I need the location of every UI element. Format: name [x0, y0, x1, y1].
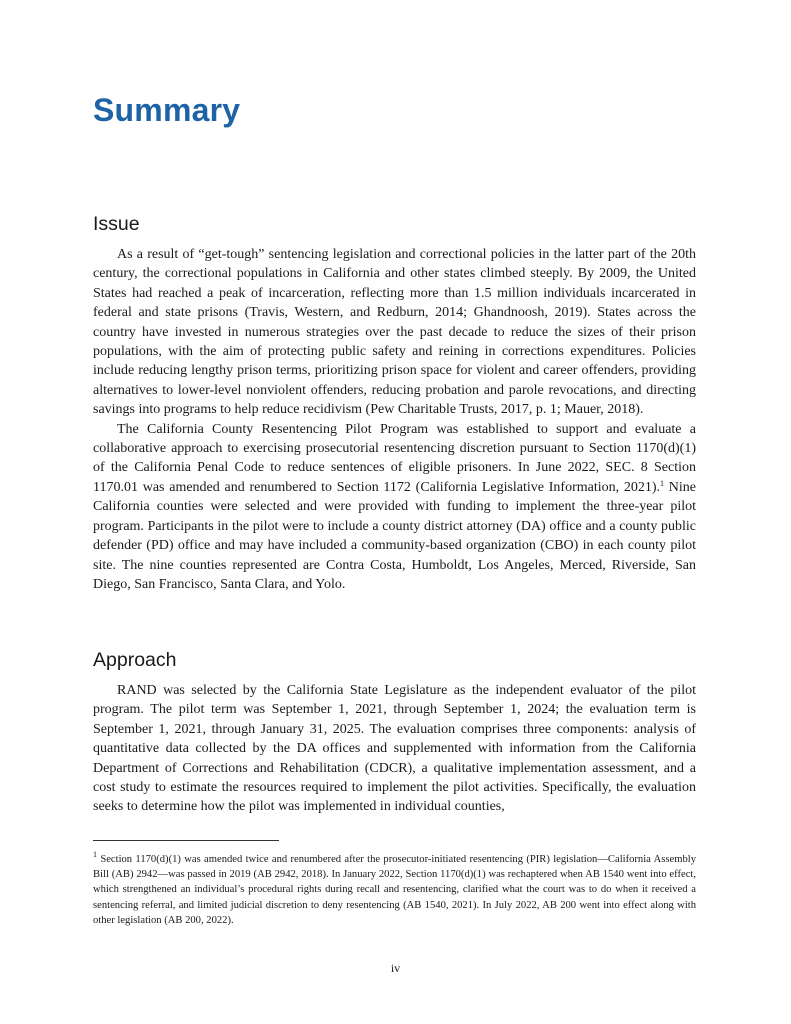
- footnote-marker: 1: [93, 850, 97, 859]
- issue-paragraph-1: As a result of “get-tough” sentencing legislation and correctional policies in the latter part of the 20th century, the correctional populations in California and other states climbed steeply. By 2009, the United States had reached a peak of incarceration, reflecting more than 1.5 million individuals incarcerated in federal and state prisons (Travis, Western, and Redburn, 2014; Ghandnoosh, 2019). States across the country have invested in numerous strategies over the past decade to reduce the sizes of their prison populations, with the aim of protecting public safety and reining in corrections expenditures. Policies include reducing lengthy prison terms, prioritizing prison space for violent and career offenders, providing alternatives to lower-level nonviolent offenders, reducing probation and parole revocations, and directing savings into programs to help reduce recidivism (Pew Charitable Trusts, 2017, p. 1; Mauer, 2018).: [93, 247, 696, 418]
- approach-section-body: [93, 681, 696, 817]
- issue-paragraph-2-text-b: Nine California counties were selected and were provided with funding to implement the three-year pilot program. Participants in the pilot were to include a county district attorney (DA) office and a county public defender (PD) office and may have included a community-based organization (CBO) in each county pilot site. The nine counties represented are Contra Costa, Humboldt, Los Angeles, Merced, Riverside, San Diego, San Francisco, Santa Clara, and Yolo.: [93, 479, 697, 592]
- footnote-text: Section 1170(d)(1) was amended twice and renumbered after the prosecutor-initiated resentencing (PIR) legislation—California Assembly Bill (AB) 2942—was passed in 2019 (AB 2942, 2018). In January 2022, Section 1170(d)(1) was rechaptered when AB 1540 went into effect, which strengthened an individual’s procedural rights during recall and resentencing, clarified what the court was to do when it received a sentencing referral, and limited judicial discretion to deny resentencing (AB 1540, 2021). In July 2022, AB 200 went into effect along with other legislation (AB 200, 2022).: [93, 854, 696, 926]
- page-title: Summary: [93, 92, 241, 128]
- issue-paragraph-2: [93, 420, 696, 595]
- issue-heading: Issue: [93, 213, 140, 235]
- issue-section-body: [93, 245, 696, 594]
- approach-heading: Approach: [93, 649, 177, 671]
- footnote-divider: [93, 840, 279, 841]
- approach-paragraph-1: RAND was selected by the California State Legislature as the independent evaluator of the pilot program. The pilot term was September 1, 2021, through September 1, 2024; the evaluation term is September 1, 2021, through January 31, 2025. The evaluation comprises three components: analysis of quantitative data collected by the DA offices and supplemented with information from the California Department of Corrections and Rehabilitation (CDCR), a qualitative implementation assessment, and a cost study to estimate the resources required to implement the pilot activities. Specifically, the evaluation seeks to determine how the pilot was implemented in individual counties,: [93, 683, 696, 815]
- page-number: iv: [390, 961, 401, 975]
- issue-paragraph-2-text-a: The California County Resentencing Pilot Program was established to support and evaluate a collaborative approach to exercising prosecutorial resentencing discretion pursuant to Section 1170(d)(1) of the California Penal Code to reduce sentences of eligible prisoners. In June 2022, SEC. 8 Section 1170.01 was amended and renumbered to Section 1172 (California Legislative Information, 2021).: [93, 421, 696, 495]
- footnote-reference[interactable]: 1: [660, 478, 665, 488]
- footnote: [93, 852, 696, 928]
